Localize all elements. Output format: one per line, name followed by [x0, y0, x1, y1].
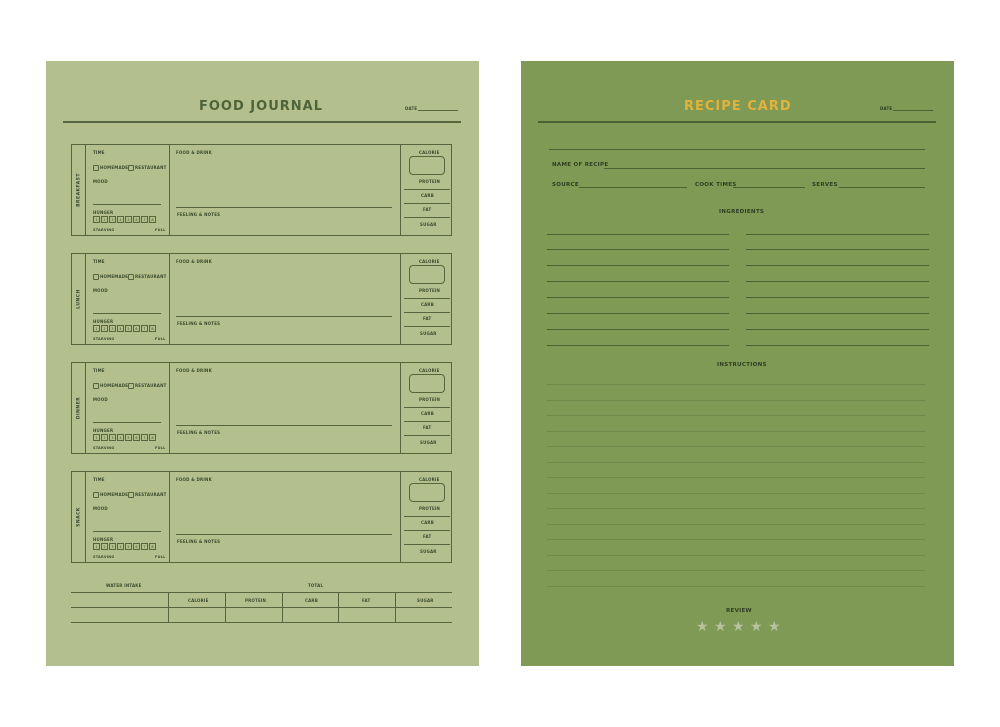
- ingredient-line[interactable]: [547, 234, 729, 235]
- hunger-option[interactable]: 2: [101, 543, 108, 550]
- nutrient-rule: [404, 530, 450, 531]
- recipe-date-field[interactable]: [893, 110, 933, 111]
- food-drink-field[interactable]: [176, 425, 392, 426]
- column-divider: [400, 254, 401, 344]
- nutrient-rule: [404, 189, 450, 190]
- mood-label: MOOD: [93, 179, 108, 184]
- column-divider: [169, 472, 170, 562]
- instruction-line[interactable]: [547, 508, 925, 509]
- recipe-cook-times-label: COOK TIMES: [695, 182, 737, 188]
- protein-label: PROTEIN: [419, 179, 441, 184]
- ingredient-line[interactable]: [547, 249, 729, 250]
- recipe-card-title: RECIPE CARD: [684, 99, 792, 114]
- nutrient-rule: [404, 298, 450, 299]
- restaurant-label: RESTAURANT: [135, 383, 167, 388]
- hunger-option[interactable]: 7: [141, 216, 148, 223]
- review-star-icon[interactable]: ★: [696, 619, 709, 635]
- nutrient-rule: [404, 312, 450, 313]
- meal-section-3: [71, 362, 452, 454]
- hunger-option[interactable]: 7: [141, 434, 148, 441]
- hunger-option[interactable]: 6: [133, 543, 140, 550]
- review-star-icon[interactable]: ★: [714, 619, 727, 635]
- sugar-label: SUGAR: [420, 222, 437, 227]
- starving-label: STARVING: [93, 555, 115, 559]
- review-star-icon[interactable]: ★: [750, 619, 763, 635]
- meal-side-tab: [72, 254, 86, 344]
- summary-fat-header: FAT: [362, 598, 371, 603]
- nutrient-rule: [404, 421, 450, 422]
- recipe-date-label: DATE: [880, 106, 893, 111]
- homemade-option[interactable]: [93, 274, 128, 280]
- fat-label: FAT: [423, 316, 432, 321]
- homemade-label: HOMEMADE: [100, 274, 129, 279]
- hunger-option[interactable]: 5: [125, 216, 132, 223]
- food-drink-label: FOOD & DRINK: [176, 368, 212, 373]
- ingredient-line[interactable]: [547, 313, 729, 314]
- meal-side-tab: [72, 472, 86, 562]
- hunger-label: HUNGER: [93, 428, 114, 433]
- hunger-scale: [93, 543, 157, 550]
- hunger-option[interactable]: 3: [109, 434, 116, 441]
- recipe-source-label: SOURCE: [552, 182, 579, 188]
- hunger-option[interactable]: 8: [149, 543, 156, 550]
- instruction-line[interactable]: [547, 462, 925, 463]
- feeling-notes-label: FEELING & NOTES: [177, 430, 221, 435]
- summary-divider: [395, 592, 396, 622]
- hunger-option[interactable]: 5: [125, 325, 132, 332]
- time-label: TIME: [93, 150, 105, 155]
- food-drink-field[interactable]: [176, 207, 392, 208]
- hunger-option[interactable]: 2: [101, 216, 108, 223]
- hunger-option[interactable]: 2: [101, 325, 108, 332]
- calorie-label: CALORIE: [419, 259, 440, 264]
- recipe-name-label: NAME OF RECIPE: [552, 162, 609, 168]
- meal-name: DINNER: [76, 396, 81, 420]
- nutrient-rule: [404, 326, 450, 327]
- column-divider: [400, 145, 401, 235]
- mood-label: MOOD: [93, 506, 108, 511]
- recipe-card-page: [521, 61, 954, 666]
- instruction-line[interactable]: [547, 431, 925, 432]
- hunger-option[interactable]: 4: [117, 216, 124, 223]
- calorie-label: CALORIE: [419, 150, 440, 155]
- mood-label: MOOD: [93, 397, 108, 402]
- carb-label: CARB: [421, 193, 434, 198]
- mood-field[interactable]: [93, 204, 161, 205]
- meal-name: BREAKFAST: [76, 173, 81, 207]
- hunger-option[interactable]: 1: [93, 543, 100, 550]
- calorie-box[interactable]: [409, 265, 445, 284]
- homemade-option[interactable]: [93, 165, 128, 171]
- meal-section-1: [71, 144, 452, 236]
- hunger-option[interactable]: 3: [109, 325, 116, 332]
- journal-date-label: DATE: [405, 106, 418, 111]
- review-star-icon[interactable]: ★: [732, 619, 745, 635]
- starving-label: STARVING: [93, 446, 115, 450]
- ingredient-line[interactable]: [746, 281, 929, 282]
- time-label: TIME: [93, 259, 105, 264]
- instruction-line[interactable]: [547, 384, 925, 385]
- nutrient-rule: [404, 435, 450, 436]
- food-drink-label: FOOD & DRINK: [176, 150, 212, 155]
- calorie-label: CALORIE: [419, 477, 440, 482]
- time-label: TIME: [93, 368, 105, 373]
- hunger-option[interactable]: 7: [141, 543, 148, 550]
- homemade-checkbox[interactable]: [93, 492, 99, 498]
- fat-label: FAT: [423, 207, 432, 212]
- restaurant-option[interactable]: [128, 274, 167, 280]
- mood-field[interactable]: [93, 531, 161, 532]
- instruction-line[interactable]: [547, 555, 925, 556]
- ingredient-line[interactable]: [746, 234, 929, 235]
- food-drink-field[interactable]: [176, 534, 392, 535]
- ingredient-line[interactable]: [746, 265, 929, 266]
- column-divider: [169, 254, 170, 344]
- recipe-top-rule: [549, 149, 925, 150]
- carb-label: CARB: [421, 302, 434, 307]
- ingredient-line[interactable]: [547, 297, 729, 298]
- food-drink-field[interactable]: [176, 316, 392, 317]
- restaurant-checkbox[interactable]: [128, 492, 134, 498]
- restaurant-checkbox[interactable]: [128, 383, 134, 389]
- nutrient-rule: [404, 407, 450, 408]
- starving-label: STARVING: [93, 337, 115, 341]
- hunger-option[interactable]: 2: [101, 434, 108, 441]
- time-label: TIME: [93, 477, 105, 482]
- full-label: FULL: [155, 228, 166, 232]
- summary-protein-header: PROTEIN: [245, 598, 267, 603]
- meal-name: SNACK: [76, 507, 81, 527]
- recipe-name-field[interactable]: [604, 168, 925, 169]
- total-label: TOTAL: [308, 583, 324, 588]
- hunger-label: HUNGER: [93, 210, 114, 215]
- summary-carb-header: CARB: [305, 598, 318, 603]
- carb-label: CARB: [421, 411, 434, 416]
- hunger-option[interactable]: 5: [125, 543, 132, 550]
- feeling-notes-label: FEELING & NOTES: [177, 212, 221, 217]
- column-divider: [169, 145, 170, 235]
- homemade-checkbox[interactable]: [93, 165, 99, 171]
- mood-field[interactable]: [93, 313, 161, 314]
- homemade-option[interactable]: [93, 383, 128, 389]
- recipe-cook-times-field[interactable]: [733, 187, 805, 188]
- instruction-line[interactable]: [547, 539, 925, 540]
- ingredient-line[interactable]: [746, 313, 929, 314]
- sugar-label: SUGAR: [420, 440, 437, 445]
- hunger-option[interactable]: 6: [133, 434, 140, 441]
- journal-date-field[interactable]: [418, 110, 458, 111]
- hunger-option[interactable]: 3: [109, 543, 116, 550]
- feeling-notes-label: FEELING & NOTES: [177, 321, 221, 326]
- food-journal-title: FOOD JOURNAL: [199, 99, 323, 114]
- meal-section-4: [71, 471, 452, 563]
- restaurant-option[interactable]: [128, 492, 167, 498]
- summary-divider: [225, 592, 226, 622]
- hunger-label: HUNGER: [93, 319, 114, 324]
- instruction-line[interactable]: [547, 586, 925, 587]
- ingredients-label: INGREDIENTS: [719, 209, 765, 215]
- mood-field[interactable]: [93, 422, 161, 423]
- instruction-line[interactable]: [547, 400, 925, 401]
- recipe-source-field[interactable]: [579, 187, 687, 188]
- hunger-option[interactable]: 8: [149, 325, 156, 332]
- nutrient-rule: [404, 544, 450, 545]
- fat-label: FAT: [423, 534, 432, 539]
- ingredient-line[interactable]: [746, 329, 929, 330]
- hunger-scale: [93, 434, 157, 441]
- ingredient-line[interactable]: [547, 329, 729, 330]
- meal-name: LUNCH: [76, 289, 81, 309]
- hunger-option[interactable]: 6: [133, 216, 140, 223]
- hunger-option[interactable]: 1: [93, 325, 100, 332]
- hunger-scale: [93, 216, 157, 223]
- protein-label: PROTEIN: [419, 397, 441, 402]
- hunger-option[interactable]: 7: [141, 325, 148, 332]
- water-intake-label: WATER INTAKE: [106, 583, 142, 588]
- feeling-notes-label: FEELING & NOTES: [177, 539, 221, 544]
- summary-divider: [282, 592, 283, 622]
- summary-divider: [338, 592, 339, 622]
- instruction-line[interactable]: [547, 477, 925, 478]
- homemade-label: HOMEMADE: [100, 383, 129, 388]
- homemade-label: HOMEMADE: [100, 492, 129, 497]
- food-journal-page: [46, 61, 479, 666]
- column-divider: [400, 363, 401, 453]
- restaurant-checkbox[interactable]: [128, 274, 134, 280]
- homemade-option[interactable]: [93, 492, 128, 498]
- nutrient-rule: [404, 203, 450, 204]
- mood-label: MOOD: [93, 288, 108, 293]
- instruction-line[interactable]: [547, 446, 925, 447]
- journal-title-rule: [63, 121, 461, 123]
- food-drink-label: FOOD & DRINK: [176, 259, 212, 264]
- ingredient-line[interactable]: [547, 265, 729, 266]
- ingredient-line[interactable]: [746, 297, 929, 298]
- food-drink-label: FOOD & DRINK: [176, 477, 212, 482]
- nutrient-rule: [404, 217, 450, 218]
- restaurant-option[interactable]: [128, 383, 167, 389]
- recipe-title-rule: [538, 121, 936, 123]
- full-label: FULL: [155, 555, 166, 559]
- meal-section-2: [71, 253, 452, 345]
- instructions-label: INSTRUCTIONS: [717, 362, 767, 368]
- summary-bottom-rule: [71, 622, 452, 623]
- ingredient-line[interactable]: [547, 281, 729, 282]
- restaurant-label: RESTAURANT: [135, 165, 167, 170]
- summary-sugar-header: SUGAR: [417, 598, 434, 603]
- hunger-option[interactable]: 8: [149, 216, 156, 223]
- homemade-checkbox[interactable]: [93, 274, 99, 280]
- calorie-box[interactable]: [409, 156, 445, 175]
- instruction-line[interactable]: [547, 524, 925, 525]
- hunger-option[interactable]: 4: [117, 434, 124, 441]
- hunger-option[interactable]: 5: [125, 434, 132, 441]
- meal-side-tab: [72, 363, 86, 453]
- summary-divider: [168, 592, 169, 622]
- ingredient-line[interactable]: [547, 345, 729, 346]
- column-divider: [169, 363, 170, 453]
- homemade-label: HOMEMADE: [100, 165, 129, 170]
- hunger-option[interactable]: 1: [93, 216, 100, 223]
- protein-label: PROTEIN: [419, 506, 441, 511]
- restaurant-label: RESTAURANT: [135, 274, 167, 279]
- ingredient-line[interactable]: [746, 345, 929, 346]
- hunger-option[interactable]: 8: [149, 434, 156, 441]
- summary-calorie-header: CALORIE: [188, 598, 209, 603]
- full-label: FULL: [155, 446, 166, 450]
- carb-label: CARB: [421, 520, 434, 525]
- calorie-box[interactable]: [409, 483, 445, 502]
- restaurant-label: RESTAURANT: [135, 492, 167, 497]
- hunger-option[interactable]: 6: [133, 325, 140, 332]
- instruction-line[interactable]: [547, 493, 925, 494]
- starving-label: STARVING: [93, 228, 115, 232]
- sugar-label: SUGAR: [420, 549, 437, 554]
- sugar-label: SUGAR: [420, 331, 437, 336]
- restaurant-option[interactable]: [128, 165, 167, 171]
- hunger-option[interactable]: 4: [117, 325, 124, 332]
- hunger-option[interactable]: 3: [109, 216, 116, 223]
- column-divider: [400, 472, 401, 562]
- calorie-label: CALORIE: [419, 368, 440, 373]
- meal-side-tab: [72, 145, 86, 235]
- hunger-option[interactable]: 4: [117, 543, 124, 550]
- review-label: REVIEW: [726, 608, 752, 614]
- hunger-scale: [93, 325, 157, 332]
- calorie-box[interactable]: [409, 374, 445, 393]
- homemade-checkbox[interactable]: [93, 383, 99, 389]
- instruction-line[interactable]: [547, 415, 925, 416]
- nutrient-rule: [404, 516, 450, 517]
- hunger-label: HUNGER: [93, 537, 114, 542]
- fat-label: FAT: [423, 425, 432, 430]
- restaurant-checkbox[interactable]: [128, 165, 134, 171]
- full-label: FULL: [155, 337, 166, 341]
- review-star-icon[interactable]: ★: [768, 619, 781, 635]
- recipe-serves-label: SERVES: [812, 182, 838, 188]
- protein-label: PROTEIN: [419, 288, 441, 293]
- recipe-serves-field[interactable]: [839, 187, 925, 188]
- instruction-line[interactable]: [547, 570, 925, 571]
- hunger-option[interactable]: 1: [93, 434, 100, 441]
- ingredient-line[interactable]: [746, 249, 929, 250]
